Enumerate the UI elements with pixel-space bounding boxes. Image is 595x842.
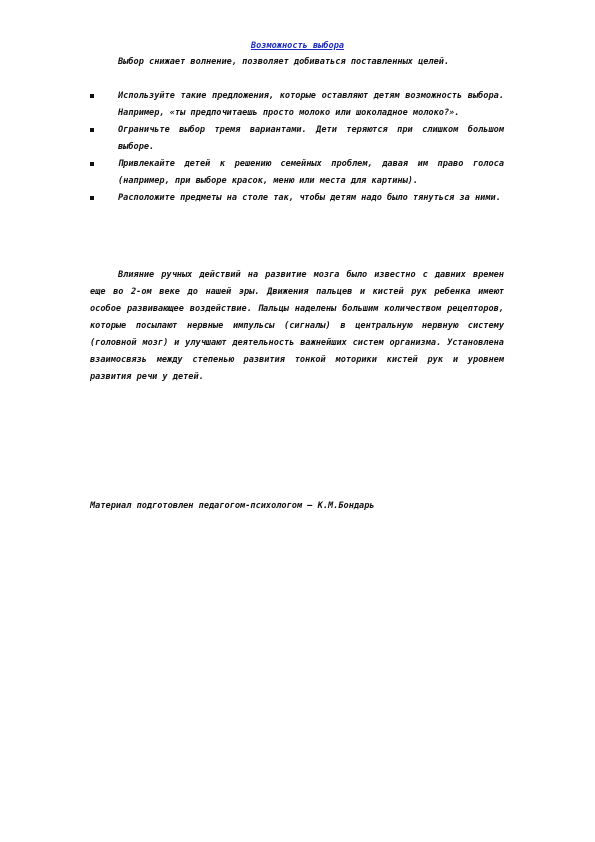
bullet-list bbox=[90, 88, 504, 207]
bullet-text: Расположите предметы на столе так, чтобы детям надо было тянуться за ними. bbox=[118, 193, 501, 203]
bullet-item bbox=[90, 156, 504, 190]
bullet-text: Привлекайте детей к решению семейных проблем, давая им право голоса (например, при выборе красок, меню или места для картины). bbox=[118, 159, 504, 186]
bullet-marker bbox=[90, 162, 94, 166]
body-paragraph: Влияние ручных действий на развитие мозга было известно с давних времен еще во 2-ом веке до нашей эры. Движения пальцев и кистей рук ребенка имеют особое развивающее воздействие. Пальцы наделены большим количеством рецепторов, которые посылают нервные импульсы (сигналы) в центральную нервную систему (головной мозг) и улучшают деятельность важнейших систем организма. Установлена взаимосвязь между степенью развития тонкой моторики кистей рук и уровнем развития речи у детей. bbox=[90, 270, 504, 382]
author-credit: Материал подготовлен педагогом-психологом – К.М.Бондарь bbox=[90, 501, 375, 511]
bullet-text: Ограничьте выбор тремя вариантами. Дети теряются при слишком большом выборе. bbox=[118, 125, 504, 152]
bullet-marker bbox=[90, 196, 94, 200]
bullet-item bbox=[90, 122, 504, 156]
bullet-marker bbox=[90, 94, 94, 98]
document-title: Возможность выбора bbox=[250, 41, 345, 51]
bullet-text: Используйте такие предложения, которые оставляют детям возможность выбора. Например, «ты предпочитаешь просто молоко или шоколадное молоко?». bbox=[118, 91, 504, 118]
bullet-marker bbox=[90, 128, 94, 132]
intro-paragraph: Выбор снижает волнение, позволяет добиваться поставленных целей. bbox=[118, 57, 450, 67]
bullet-item bbox=[90, 190, 504, 207]
bullet-item bbox=[90, 88, 504, 122]
